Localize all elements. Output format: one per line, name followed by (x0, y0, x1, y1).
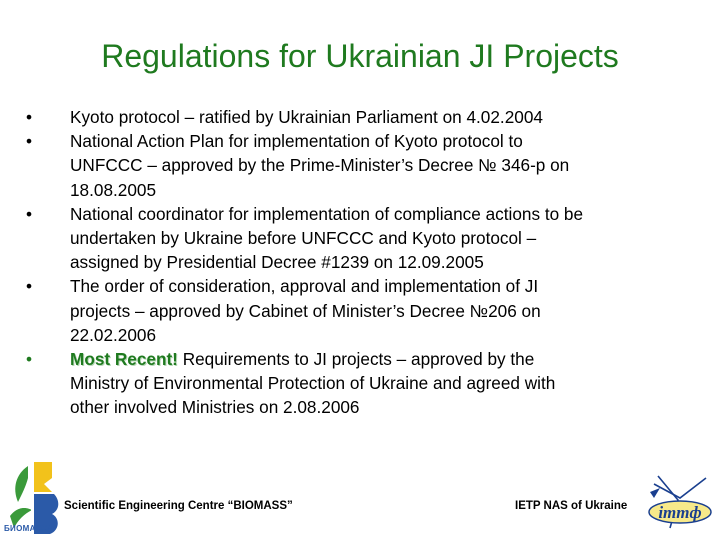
ietp-logo-icon (640, 468, 716, 534)
bullet-line: 22.02.2006 (70, 324, 157, 345)
bullet-dot-icon: • (26, 107, 33, 127)
bullet-line: projects – approved by Cabinet of Minister’s Decree №206 on (70, 300, 541, 321)
bullet-line: other involved Ministries on 2.08.2006 (70, 397, 360, 418)
bullet-line: Ministry of Environmental Protection of Ukraine and agreed with (70, 373, 556, 394)
ietp-logo-text: immф (658, 503, 702, 522)
bullet-dot-icon: • (26, 276, 33, 297)
bullet-item (22, 129, 682, 202)
bullet-dot-icon: • (26, 203, 33, 224)
bullet-line: assigned by Presidential Decree #1239 on 12.09.2005 (70, 252, 484, 273)
bullet-dot-icon: • (26, 131, 33, 152)
bullet-list (22, 105, 682, 420)
biomass-logo-text: БИОМАССА (4, 524, 54, 533)
bullet-line: Requirements to JI projects – approved by the (177, 349, 535, 370)
bullet-item (22, 274, 682, 347)
footer-organization-left: Scientific Engineering Centre “BIOMASS” (64, 500, 293, 512)
footer-organization-right: IETP NAS of Ukraine (515, 500, 628, 512)
most-recent-highlight: Most Recent! (70, 349, 178, 370)
bullet-line: UNFCCC – approved by the Prime-Minister’s Decree № 346-р on (70, 155, 570, 176)
bullet-line: Kyoto protocol – ratified by Ukrainian Parliament on 4.02.2004 (70, 107, 543, 127)
bullet-line: National coordinator for implementation of compliance actions to be (70, 203, 584, 224)
bullet-line: 18.08.2005 (70, 179, 157, 200)
bullet-line: undertaken by Ukraine before UNFCCC and Kyoto protocol – (70, 228, 537, 249)
bullet-item-most-recent (22, 347, 682, 420)
bullet-item (22, 105, 682, 129)
bullet-line: The order of consideration, approval and implementation of JI (70, 276, 539, 297)
bullet-line: National Action Plan for implementation of Kyoto protocol to (70, 131, 523, 152)
bullet-dot-icon: • (26, 349, 33, 370)
slide-title: Regulations for Ukrainian JI Projects (101, 38, 619, 74)
bullet-item (22, 202, 682, 275)
